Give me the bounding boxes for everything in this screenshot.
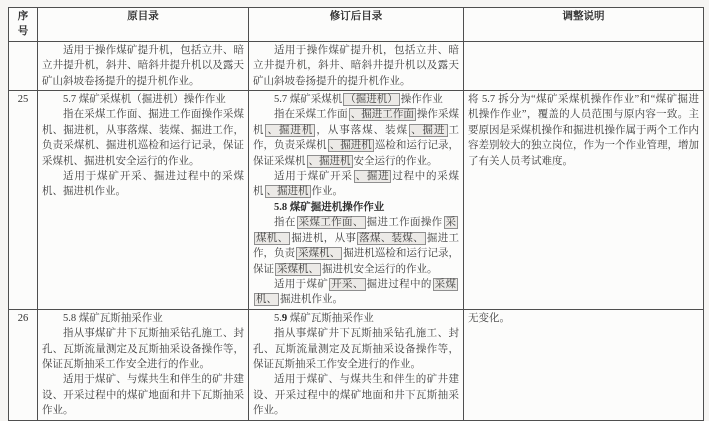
revision-mark: 、掘进 [355,171,390,183]
scanned-document-page [8,7,703,417]
revised-catalog-cell [249,91,464,310]
revision-mark: 、掘进机 [267,124,314,136]
text-run: 掘进过程中的 [366,278,432,290]
column-header-original: 原目录 [38,8,249,42]
text-run: 掘进工作，负责 [253,232,460,260]
text-run: 指从事煤矿井下瓦斯抽采钻孔施工、封孔、瓦斯流量测定及瓦斯抽采设备操作等，保证瓦斯抽采工作安全进行的作业。 [42,328,244,370]
paragraph [253,92,459,107]
text-run: 无变化。 [468,312,510,324]
text-run: 掘进机，从事 [291,232,357,244]
text-run: 适用于煤矿开采 [274,171,353,183]
paragraph [253,372,459,418]
revision-mark: 、掘进 [411,124,446,136]
text-run: 安全运行的作业。 [353,155,438,167]
revision-mark: 采煤机、 [298,248,341,260]
seq-cell: 26 [9,309,38,420]
revision-mark: 采煤机、 [256,217,457,244]
text-run: 巡检和运行记录，保证采煤机 [253,140,460,167]
paragraph [253,107,459,169]
revised-catalog-cell [249,309,464,420]
table-row [9,41,704,90]
paragraph [42,372,244,418]
text-run: 适用于煤矿 [274,278,329,290]
paragraph [42,92,244,107]
original-catalog-cell [38,309,249,420]
text-run: 适用于操作煤矿提升机，包括立井、暗立井提升机，斜井、暗斜井提升机以及露天矿山斜坡卷扬提升的提升机作业。 [253,44,459,87]
paragraph [253,169,459,200]
text-run: 5.8 煤矿掘进机操作作业 [274,201,385,213]
paragraph [253,43,459,89]
table-row [9,91,704,310]
revision-mark: 、掘进工作面 [350,109,414,121]
text-run: 掘进工作面操作 [366,217,443,229]
paragraph [42,311,244,326]
text-run: 适用于煤矿、与煤共生和伴生的矿井建设、开采过程中的煤矿地面和井下瓦斯抽采作业。 [42,374,244,417]
seq-cell: 25 [9,91,38,310]
revision-mark: 落煤、装煤、 [359,232,424,244]
text-run: 指在 [274,217,296,229]
original-catalog-cell [38,91,249,310]
text-run: 5.7 煤矿采煤机（掘进机）操作作业 [63,94,226,106]
text-run: 5.7 煤矿采煤机 [274,94,343,106]
header-row [9,8,704,42]
revised-catalog-cell [249,41,464,90]
text-run: 作业。 [311,186,343,198]
revision-mark: 采煤机、 [256,278,457,306]
revision-mark: 开采、 [331,278,364,290]
text-run: 指在采煤工作面 [274,109,348,121]
paragraph [253,215,459,277]
revision-mark: 采煤工作面、 [298,217,364,229]
adjustment-note-cell [464,309,704,420]
text-run: 煤矿瓦斯抽采作业 [287,312,374,324]
paragraph [253,200,459,215]
text-run: ，从事落煤、装煤 [316,124,409,136]
paragraph [253,277,459,308]
revision-mark: 、掘进机 [329,140,372,152]
paragraph [42,169,244,200]
paragraph [468,92,699,169]
adjustment-note-cell [464,41,704,90]
column-header-seq: 序号 [9,8,38,42]
revision-mark: （掘进机） [345,94,398,106]
text-run: 过程中的采煤机 [253,171,460,198]
text-run: 操作作业 [400,94,443,106]
paragraph [253,326,459,372]
paragraph [42,326,244,372]
paragraph [253,311,459,326]
paragraph [42,43,244,89]
text-run: 适用于操作煤矿提升机，包括立井、暗立井提升机，斜井、暗斜井提升机以及露天矿山斜坡卷扬提升的提升机作业。 [42,44,244,87]
text-run: 指从事煤矿井下瓦斯抽采钻孔施工、封孔、瓦斯流量测定及瓦斯抽采设备操作等，保证瓦斯抽采工作安全进行的作业。 [253,328,459,370]
original-catalog-cell [38,41,249,90]
adjustment-note-cell [464,91,704,310]
text-run: 5. [274,312,282,324]
paragraph [42,107,244,169]
text-run: 9 [281,312,288,324]
text-run: 操作采煤机 [253,109,459,136]
text-run: 掘进机巡检和运行记录，保证 [253,248,460,275]
revision-mark: 、掘进机 [308,155,351,167]
text-run: 掘进机作业。 [280,294,343,306]
text-run: 将 5.7 拆分为“煤矿采煤机操作作业”和“煤矿掘进机操作作业”，覆盖的人员范围与原内容一致。主要原因是采煤机操作和掘进机操作属于两个工作内容差别较大的独立岗位，作为一个作业管理，增加了有关人员考试难度。 [468,94,699,167]
seq-cell [9,41,38,90]
text-run: 掘进机安全运行的作业。 [322,263,438,275]
revision-mark: 、掘进机 [266,186,309,198]
text-run: 工作，负责采煤机 [253,124,459,152]
catalog-revision-table [8,7,704,421]
text-run: 指在采煤工作面、掘进工作面操作采煤机、掘进机，从事落煤、装煤、掘进工作，负责采煤机、掘进机巡检和运行记录，保证采煤机、掘进机安全运行的作业。 [42,109,244,167]
revision-mark: 采煤机、 [277,263,319,275]
column-header-revised: 修订后目录 [249,8,464,42]
paragraph [468,311,699,326]
table-body [9,41,704,420]
table-row [9,309,704,420]
column-header-note: 调整说明 [464,8,704,42]
text-run: 适用于煤矿开采、掘进过程中的采煤机、掘进机作业。 [42,171,244,198]
text-run: 适用于煤矿、与煤共生和伴生的矿井建设、开采过程中的煤矿地面和井下瓦斯抽采作业。 [253,374,459,417]
text-run: 5.8 煤矿瓦斯抽采作业 [63,312,163,324]
